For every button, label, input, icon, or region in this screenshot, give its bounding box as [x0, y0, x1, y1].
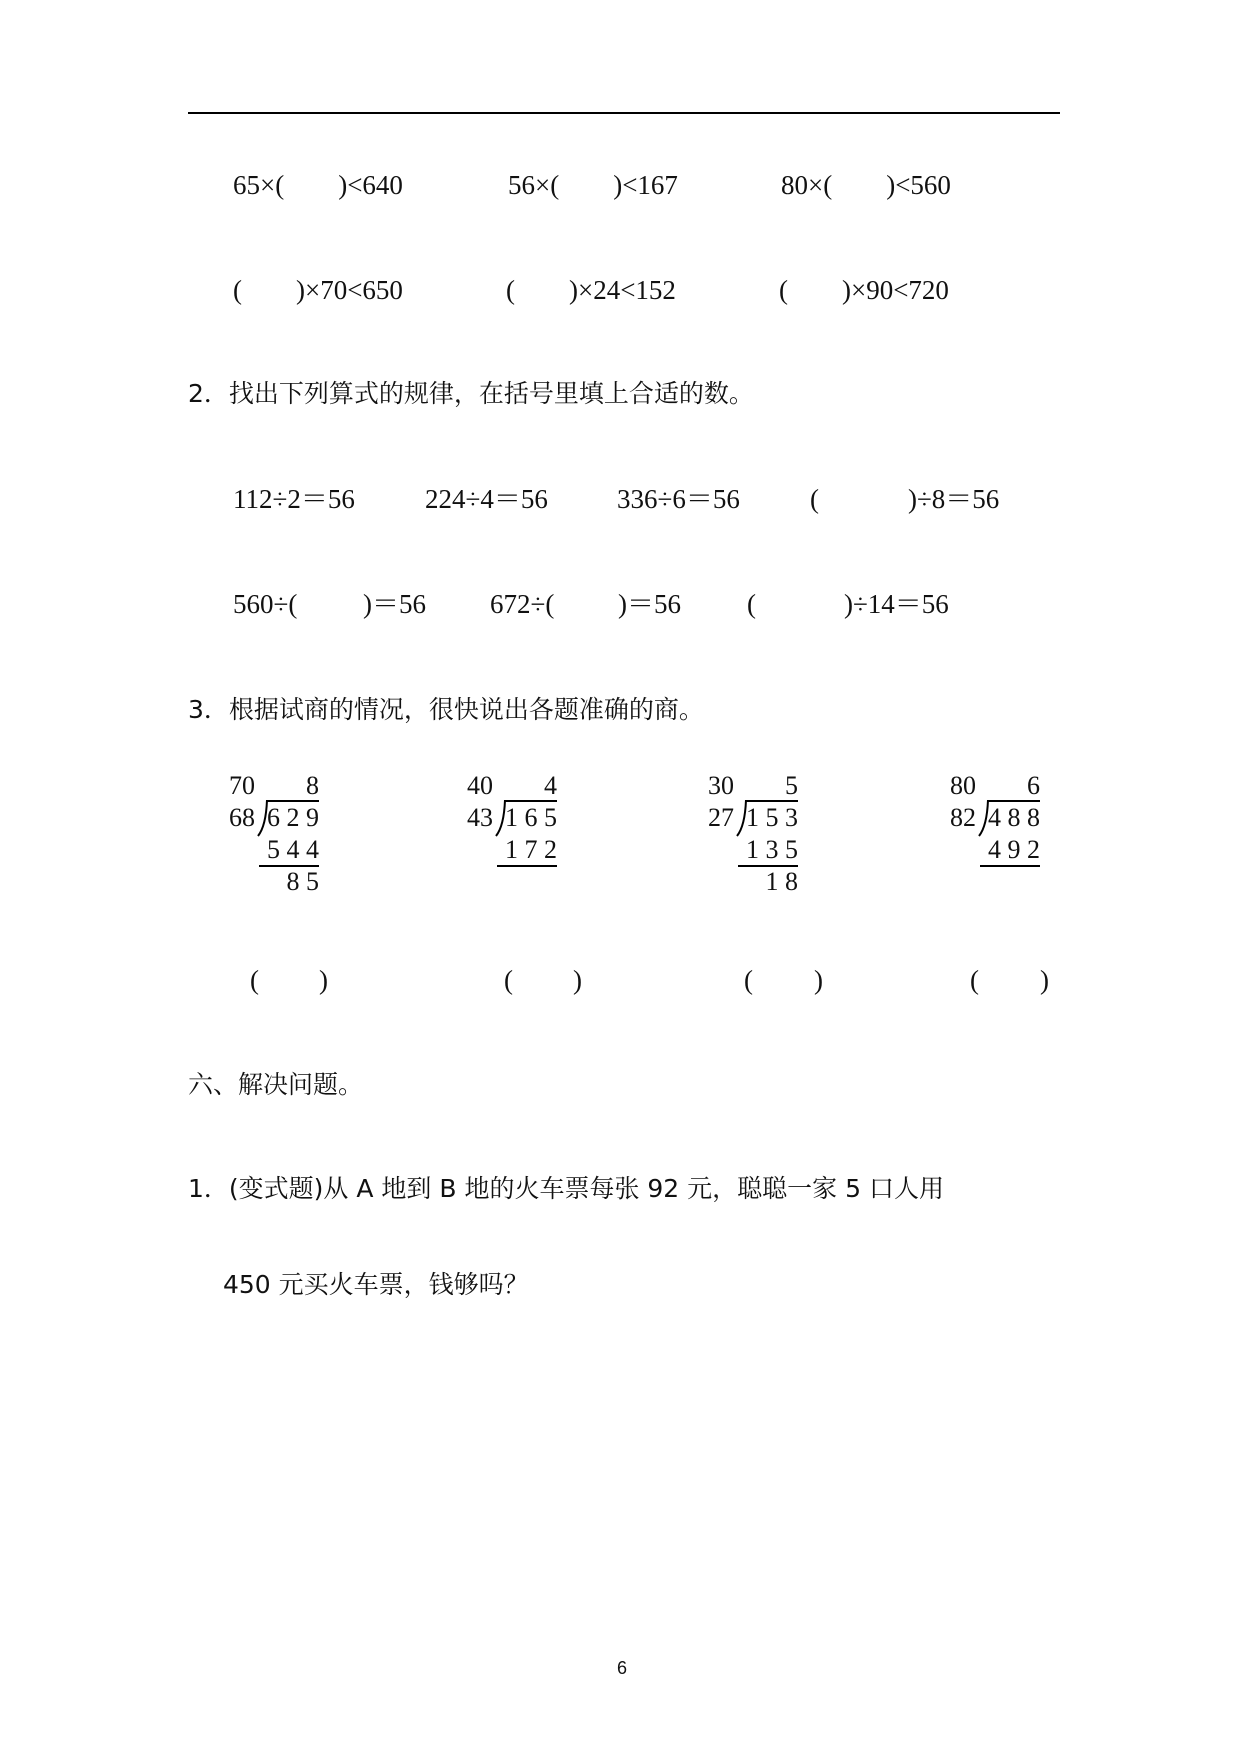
- divisor: 82: [950, 803, 976, 832]
- division-bar: [504, 800, 557, 802]
- equation: 560÷(: [233, 589, 298, 619]
- division-bracket: [495, 800, 509, 840]
- inequality: ( )×24<152: [506, 275, 676, 305]
- subtraction-line: [738, 865, 798, 867]
- question-2-title: 2．找出下列算式的规律，在括号里填上合适的数。: [188, 379, 754, 408]
- answer-open-paren: (: [504, 965, 513, 995]
- division-bar: [266, 800, 319, 802]
- inequality: 65×( )<640: [233, 170, 403, 200]
- answer-close-paren: ): [1040, 965, 1049, 995]
- quotient: 8: [306, 771, 319, 800]
- dividend: 6 2 9: [267, 803, 319, 832]
- division-bracket: [978, 800, 992, 840]
- remainder: 8 5: [286, 867, 319, 896]
- divisor: 27: [708, 803, 734, 832]
- inequality: ( )×70<650: [233, 275, 403, 305]
- division-bracket: [736, 800, 750, 840]
- header-rule: [188, 112, 1060, 114]
- answer-close-paren: ): [573, 965, 582, 995]
- problem-1-line-2: 450 元买火车票，钱够吗？: [223, 1270, 529, 1299]
- equation: 224÷4＝56: [425, 484, 548, 514]
- page-number: 6: [617, 1658, 628, 1678]
- answer-open-paren: (: [970, 965, 979, 995]
- inequality: 56×( )<167: [508, 170, 678, 200]
- answer-close-paren: ): [814, 965, 823, 995]
- equation: )＝56: [363, 589, 426, 619]
- product: 1 3 5: [746, 835, 798, 864]
- problem-1-line-1: 1．(变式题)从 A 地到 B 地的火车票每张 92 元，聪聪一家 5 口人用: [188, 1174, 944, 1203]
- question-3-title: 3．根据试商的情况，很快说出各题准确的商。: [188, 695, 704, 724]
- trial-estimate: 70: [229, 771, 255, 800]
- equation: )＝56: [618, 589, 681, 619]
- remainder: 1 8: [765, 867, 798, 896]
- long-division: [950, 773, 1060, 883]
- divisor: 43: [467, 803, 493, 832]
- quotient: 5: [785, 771, 798, 800]
- equation: 112÷2＝56: [233, 484, 355, 514]
- inequality: 80×( )<560: [781, 170, 951, 200]
- equation-blank-close: )÷8＝56: [908, 484, 1000, 514]
- equation: 336÷6＝56: [617, 484, 740, 514]
- section-6-title: 六、解决问题。: [188, 1070, 364, 1099]
- subtraction-line: [259, 865, 319, 867]
- dividend: 4 8 8: [988, 803, 1040, 832]
- subtraction-line: [497, 865, 557, 867]
- division-bar: [987, 800, 1040, 802]
- dividend: 1 6 5: [505, 803, 557, 832]
- dividend: 1 5 3: [746, 803, 798, 832]
- long-division: [467, 773, 577, 883]
- equation: )÷14＝56: [844, 589, 949, 619]
- trial-estimate: 40: [467, 771, 493, 800]
- product: 4 9 2: [988, 835, 1040, 864]
- subtraction-line: [980, 865, 1040, 867]
- long-division: [708, 771, 818, 896]
- inequality: ( )×90<720: [779, 275, 949, 305]
- equation-blank-open: (: [747, 589, 756, 619]
- answer-open-paren: (: [744, 965, 753, 995]
- answer-open-paren: (: [250, 965, 259, 995]
- trial-estimate: 80: [950, 771, 976, 800]
- long-division: [229, 771, 339, 896]
- quotient: 6: [1027, 771, 1040, 800]
- divisor: 68: [229, 803, 255, 832]
- product: 5 4 4: [267, 835, 319, 864]
- answer-close-paren: ): [319, 965, 328, 995]
- division-bar: [745, 800, 798, 802]
- trial-estimate: 30: [708, 771, 734, 800]
- equation: 672÷(: [490, 589, 555, 619]
- quotient: 4: [544, 771, 557, 800]
- division-bracket: [257, 800, 271, 840]
- product: 1 7 2: [505, 835, 557, 864]
- equation-blank-open: (: [810, 484, 819, 514]
